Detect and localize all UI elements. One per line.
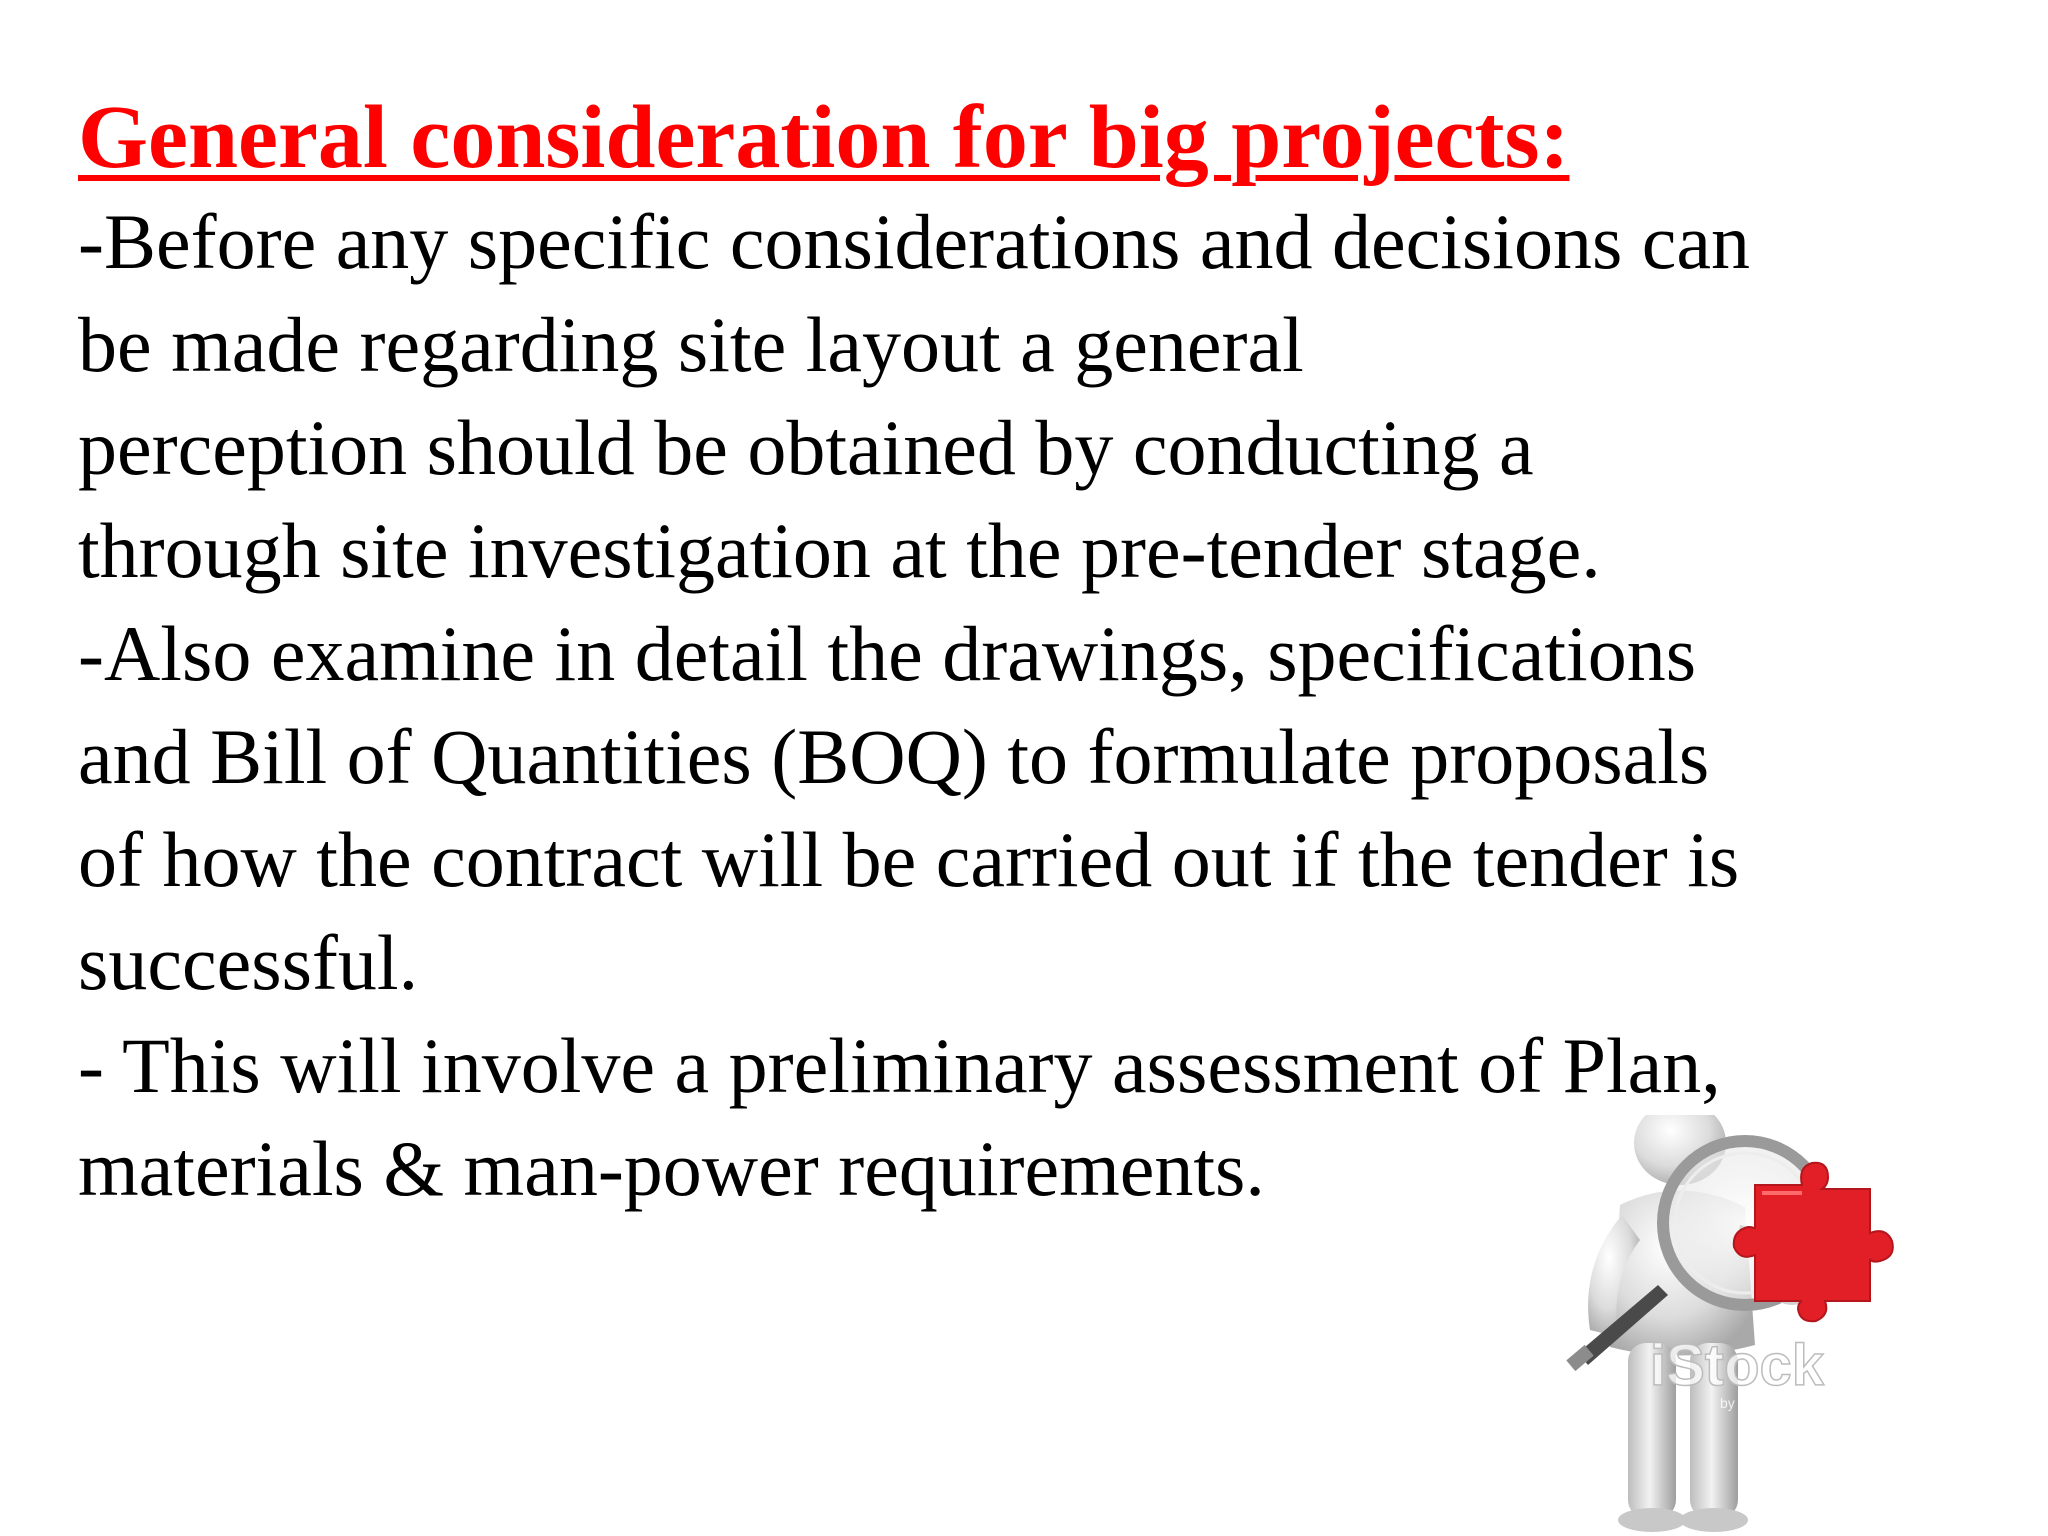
body-line-10: materials & man-power requirements. <box>78 1125 1265 1212</box>
body-line-1: -Before any specific considerations and decisions can <box>78 198 1751 285</box>
body-line-2: be made regarding site layout a general <box>78 301 1304 388</box>
istock-watermark-sub: by Getty Images <box>1720 1395 1822 1411</box>
puzzle-piece-icon <box>1734 1163 1893 1321</box>
slide-title: General consideration for big projects: <box>78 88 1570 187</box>
body-line-9: - This will involve a preliminary assessment of Plan, <box>78 1022 1721 1109</box>
body-line-3: perception should be obtained by conducting a <box>78 404 1534 491</box>
body-line-8: successful. <box>78 919 419 1006</box>
illustration-person-magnifier-puzzle <box>1540 1115 1960 1536</box>
body-line-4: through site investigation at the pre-tender stage. <box>78 507 1601 594</box>
body-line-7: of how the contract will be carried out if the tender is <box>78 816 1740 903</box>
istock-watermark: iStock <box>1650 1333 1825 1398</box>
body-line-6: and Bill of Quantities (BOQ) to formulate proposals <box>78 713 1710 800</box>
body-line-5: -Also examine in detail the drawings, specifications <box>78 610 1697 697</box>
